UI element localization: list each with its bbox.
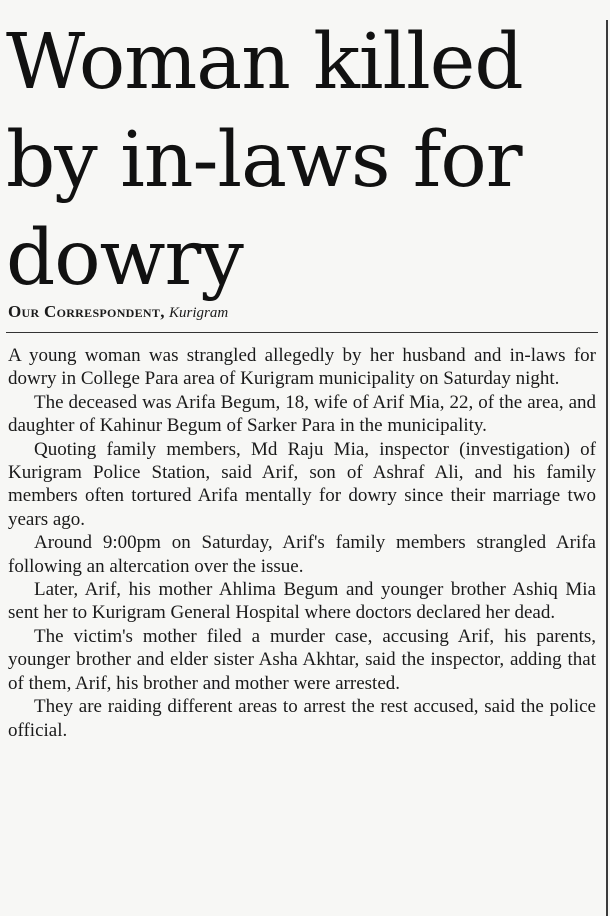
paragraph: Quoting family members, Md Raju Mia, inspector (investigation) of Kurigram Police Station, said Arif, son of Ashraf Ali, and his family members often tortured Arifa mentally for dowry since their marriage two years ago. bbox=[8, 438, 596, 530]
paragraph: The deceased was Arifa Begum, 18, wife of Arif Mia, 22, of the area, and daughter of Kahinur Begum of Sarker Para in the municipality. bbox=[8, 391, 596, 437]
byline-author: Our Correspondent, bbox=[8, 302, 165, 321]
paragraph: A young woman was strangled allegedly by her husband and in-laws for dowry in College Para area of Kurigram municipality on Saturday night. bbox=[8, 345, 596, 390]
article-body bbox=[8, 344, 596, 742]
byline-place: Kurigram bbox=[169, 305, 229, 321]
byline bbox=[8, 302, 228, 323]
byline-rule bbox=[6, 332, 598, 333]
headline: Woman killed by in-laws for dowry bbox=[6, 18, 523, 303]
paragraph: They are raiding different areas to arrest the rest accused, said the police official. bbox=[8, 696, 596, 741]
column-divider bbox=[606, 20, 608, 916]
paragraph: Later, Arif, his mother Ahlima Begum and younger brother Ashiq Mia sent her to Kurigram General Hospital where doctors declared her dead. bbox=[8, 579, 596, 624]
paragraph: Around 9:00pm on Saturday, Arif's family members strangled Arifa following an altercation over the issue. bbox=[8, 532, 596, 577]
paragraph: The victim's mother filed a murder case, accusing Arif, his parents, younger brother and elder sister Asha Akhtar, said the inspector, adding that of them, Arif, his brother and mother were arrested. bbox=[8, 625, 596, 694]
